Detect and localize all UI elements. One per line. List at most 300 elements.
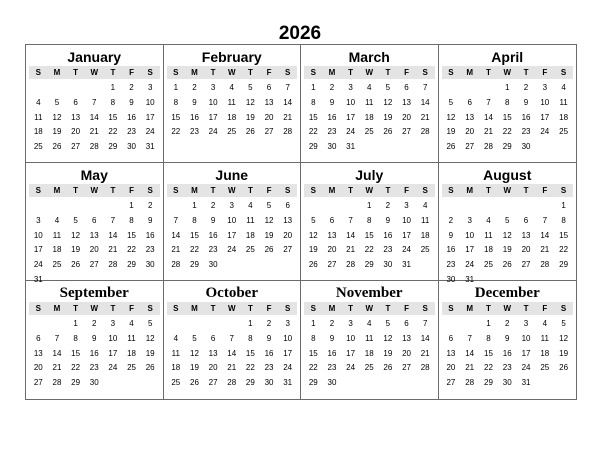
weekday-label: F [129,68,134,77]
day-number: 12 [308,230,318,240]
day-number: 19 [559,348,569,358]
day-grid [442,199,574,288]
day-number: 1 [486,319,491,328]
empty-day [167,317,186,332]
day-number: 26 [559,363,569,373]
day-number: 8 [248,333,253,343]
weekday-label: W [503,304,512,313]
day-number: 15 [502,112,512,122]
month-july [301,163,439,281]
weekday-header [442,66,574,79]
month-name: October [205,285,258,301]
day-number: 9 [448,230,454,240]
day-number: 26 [52,142,62,152]
weekday-label: F [404,304,409,313]
weekday-label: S [560,186,567,195]
day-number: 20 [521,245,531,255]
month-name: July [355,167,384,183]
day-number: 30 [327,142,337,152]
day-number: 31 [402,260,411,270]
month-name: April [491,49,524,65]
day-grid [304,317,435,391]
day-number: 10 [346,97,356,107]
day-number: 30 [89,378,99,388]
day-number: 3 [467,215,472,225]
weekday-label: T [385,304,391,313]
day-number: 24 [283,363,293,373]
day-number: 1 [192,201,197,210]
day-number: 8 [367,215,372,225]
month-august [439,163,577,284]
day-number: 15 [308,348,318,358]
day-number: 1 [311,319,316,328]
day-number: 16 [327,348,337,358]
day-number: 10 [402,215,411,225]
day-number: 25 [364,127,374,137]
day-number: 5 [448,97,454,107]
day-number: 20 [465,127,475,137]
empty-day [29,317,48,332]
day-number: 4 [54,215,60,225]
day-number: 2 [92,319,97,328]
month-september [26,281,164,399]
weekday-label: S [173,68,179,77]
weekday-label: T [73,68,79,77]
weekday-label: F [542,304,548,313]
day-number: 12 [264,215,274,225]
weekday-label: W [227,186,236,195]
day-number: 6 [404,83,409,92]
day-number: 13 [521,230,531,240]
day-number: 3 [210,83,216,92]
day-number: 13 [465,112,475,122]
day-number: 22 [364,245,374,255]
day-number: 21 [171,245,181,255]
day-number: 12 [383,97,393,107]
weekday-label: S [560,304,567,313]
day-number: 21 [227,363,237,373]
day-number: 24 [33,260,43,270]
day-number: 31 [521,378,531,388]
day-number: 23 [446,260,456,270]
day-number: 5 [147,319,153,328]
day-number: 14 [420,97,430,107]
day-number: 30 [521,142,531,152]
day-number: 23 [502,363,512,373]
weekday-label: S [448,304,454,313]
day-grid [29,81,160,155]
empty-day [85,199,104,214]
weekday-label: W [90,186,99,195]
day-number: 6 [448,333,454,343]
day-number: 26 [383,127,393,137]
day-number: 3 [523,319,529,328]
day-number: 12 [245,97,255,107]
day-number: 4 [486,215,491,225]
day-number: 18 [127,348,136,358]
empty-day [460,317,479,332]
day-number: 29 [245,378,255,388]
day-number: 25 [484,260,493,270]
weekday-label: M [466,304,473,313]
day-number: 27 [446,378,456,388]
day-number: 7 [422,83,428,92]
day-number: 27 [89,260,99,270]
day-number: 24 [465,260,475,270]
year-title: 2026 [278,23,322,44]
day-number: 23 [383,245,393,255]
day-number: 17 [540,112,550,122]
day-number: 3 [404,201,409,210]
day-number: 27 [402,127,411,137]
day-number: 19 [383,112,393,122]
weekday-header [167,66,298,79]
day-number: 30 [327,378,337,388]
day-number: 5 [311,215,316,225]
day-number: 24 [540,127,550,137]
day-number: 24 [346,127,356,137]
empty-day [517,199,536,214]
day-number: 16 [521,112,531,122]
empty-day [460,81,479,96]
weekday-label: W [365,186,374,195]
day-number: 1 [173,83,179,92]
weekday-label: T [210,68,216,77]
day-number: 2 [448,215,454,225]
day-grid [442,81,574,155]
day-number: 3 [348,83,353,92]
weekday-label: S [35,186,41,195]
day-number: 29 [190,260,199,270]
day-number: 12 [383,333,393,343]
weekday-label: M [466,186,473,195]
weekday-header [167,302,298,315]
day-number: 9 [329,333,335,343]
day-number: 25 [364,363,374,373]
day-number: 30 [145,260,155,270]
day-number: 26 [145,363,155,373]
day-number: 13 [283,215,293,225]
day-number: 17 [521,348,531,358]
day-number: 6 [73,97,78,107]
day-number: 8 [311,333,316,343]
day-number: 19 [190,363,199,373]
weekday-header [29,302,160,315]
weekday-label: T [110,186,116,195]
day-number: 14 [108,230,118,240]
day-number: 10 [108,333,118,343]
day-grid [167,317,298,391]
empty-day [29,199,48,214]
day-number: 27 [283,245,293,255]
weekday-label: T [73,186,79,195]
weekday-label: T [247,186,253,195]
weekday-label: S [284,304,291,313]
day-number: 22 [308,127,318,137]
day-number: 8 [73,333,78,343]
day-number: 16 [190,112,199,122]
weekday-label: S [35,68,41,77]
day-number: 17 [208,112,218,122]
day-number: 6 [329,215,335,225]
day-number: 5 [385,319,391,328]
day-number: 17 [283,348,293,358]
day-number: 22 [245,363,255,373]
day-number: 6 [523,215,529,225]
day-number: 8 [192,215,197,225]
day-number: 23 [521,127,531,137]
weekday-label: S [147,68,153,77]
empty-day [104,199,123,214]
day-number: 11 [127,333,136,343]
day-number: 10 [145,97,155,107]
day-number: 12 [446,112,456,122]
weekday-label: S [284,68,291,77]
day-number: 11 [365,333,374,343]
day-number: 15 [364,230,374,240]
day-number: 28 [540,260,550,270]
day-number: 29 [108,142,118,152]
day-number: 30 [502,378,512,388]
day-number: 12 [52,112,62,122]
day-number: 19 [264,230,274,240]
day-number: 21 [52,363,62,373]
empty-day [48,199,67,214]
day-number: 20 [283,230,293,240]
empty-day [304,199,323,214]
weekday-label: T [210,186,216,195]
day-number: 28 [465,378,475,388]
day-number: 5 [248,83,253,92]
day-number: 25 [420,245,430,255]
day-number: 11 [34,112,43,122]
weekday-header [304,66,435,79]
day-number: 25 [171,378,181,388]
month-april [439,45,577,163]
month-name: August [483,167,532,183]
day-number: 22 [171,127,181,137]
empty-day [479,81,498,96]
day-number: 21 [540,245,550,255]
day-number: 7 [92,97,97,107]
empty-day [498,199,517,214]
day-number: 15 [308,112,318,122]
day-number: 4 [36,97,41,107]
month-january [26,45,164,163]
weekday-label: T [73,304,79,313]
day-number: 27 [71,142,81,152]
day-number: 9 [92,333,97,343]
day-number: 7 [285,83,290,92]
day-number: 7 [422,319,428,328]
empty-day [66,81,85,96]
day-number: 29 [559,260,569,270]
day-number: 10 [346,333,356,343]
day-number: 11 [540,333,549,343]
empty-day [341,199,360,214]
day-number: 23 [327,363,337,373]
day-grid [442,317,574,391]
day-number: 27 [208,378,218,388]
weekday-label: T [486,304,491,313]
day-number: 13 [402,333,411,343]
day-number: 18 [364,348,374,358]
day-number: 18 [52,245,62,255]
day-number: 4 [173,333,179,343]
day-number: 30 [446,274,456,284]
weekday-header [442,302,574,315]
weekday-label: T [523,304,529,313]
empty-day [460,199,479,214]
day-number: 13 [33,348,43,358]
day-number: 28 [171,260,181,270]
day-number: 24 [346,363,356,373]
weekday-label: T [385,68,391,77]
weekday-label: W [503,68,512,77]
day-number: 3 [36,215,41,225]
month-december [439,281,577,399]
day-number: 23 [264,363,274,373]
day-number: 30 [264,378,274,388]
day-number: 2 [385,201,391,210]
weekday-label: F [129,304,134,313]
day-number: 17 [227,230,237,240]
day-number: 15 [484,348,493,358]
weekday-label: T [210,304,216,313]
day-number: 10 [465,230,475,240]
day-number: 14 [420,333,430,343]
day-number: 24 [208,127,218,137]
day-number: 16 [446,245,456,255]
day-number: 18 [227,112,237,122]
day-number: 22 [502,127,512,137]
day-number: 20 [402,112,411,122]
day-number: 26 [264,245,274,255]
weekday-label: T [247,304,253,313]
day-number: 6 [285,201,290,210]
day-number: 21 [484,127,493,137]
day-number: 21 [346,245,356,255]
day-number: 25 [559,127,569,137]
day-number: 19 [383,348,393,358]
day-number: 20 [402,348,411,358]
day-number: 17 [33,245,43,255]
day-number: 22 [308,363,318,373]
day-number: 17 [402,230,411,240]
day-number: 26 [245,127,255,137]
day-number: 7 [542,215,548,225]
day-grid [29,317,160,391]
day-number: 8 [311,97,316,107]
day-number: 11 [52,230,62,240]
day-number: 15 [171,112,181,122]
month-november [301,281,439,399]
weekday-label: M [466,68,473,77]
day-number: 1 [505,83,510,92]
day-number: 11 [227,97,236,107]
day-number: 14 [283,97,293,107]
day-number: 16 [383,230,393,240]
day-number: 8 [110,97,116,107]
day-grid [29,199,160,288]
day-number: 6 [36,333,41,343]
day-number: 31 [346,142,356,152]
day-number: 20 [33,363,43,373]
day-number: 27 [264,127,274,137]
day-number: 17 [108,348,118,358]
weekday-header [442,184,574,197]
weekday-label: F [404,68,409,77]
day-number: 22 [559,245,569,255]
month-name: September [59,285,129,301]
weekday-label: S [422,304,428,313]
day-number: 23 [89,363,99,373]
day-number: 25 [540,363,550,373]
day-number: 9 [147,215,153,225]
day-number: 27 [521,260,531,270]
day-number: 10 [33,230,43,240]
day-number: 25 [245,245,255,255]
day-number: 30 [127,142,136,152]
day-number: 25 [127,363,136,373]
day-number: 26 [502,260,512,270]
empty-day [222,317,241,332]
day-number: 19 [245,112,255,122]
month-october [164,281,302,399]
day-number: 7 [467,333,472,343]
day-number: 2 [147,201,153,210]
empty-day [442,81,461,96]
day-number: 8 [173,97,179,107]
empty-day [185,317,204,332]
day-number: 18 [559,112,569,122]
day-number: 15 [245,348,255,358]
weekday-label: W [90,304,99,313]
empty-day [442,317,461,332]
weekday-label: S [310,186,316,195]
day-number: 10 [227,215,237,225]
day-number: 27 [327,260,337,270]
day-number: 13 [71,112,81,122]
weekday-label: W [227,68,236,77]
day-number: 31 [465,274,475,284]
day-number: 13 [402,97,411,107]
day-number: 22 [108,127,118,137]
weekday-label: S [35,304,41,313]
day-number: 3 [348,319,353,328]
day-number: 22 [71,363,81,373]
weekday-label: S [448,68,454,77]
weekday-label: T [486,68,491,77]
day-number: 15 [559,230,569,240]
day-number: 14 [89,112,99,122]
weekday-label: T [348,68,354,77]
month-february [164,45,302,163]
day-number: 7 [229,333,234,343]
day-number: 12 [71,230,81,240]
day-number: 3 [110,319,116,328]
day-number: 8 [505,97,510,107]
day-number: 22 [190,245,199,255]
day-number: 9 [266,333,272,343]
day-number: 11 [421,215,430,225]
day-number: 21 [89,127,99,137]
day-number: 16 [502,348,512,358]
day-number: 23 [127,127,136,137]
day-number: 12 [502,230,512,240]
weekday-label: F [542,186,548,195]
day-number: 21 [108,245,118,255]
